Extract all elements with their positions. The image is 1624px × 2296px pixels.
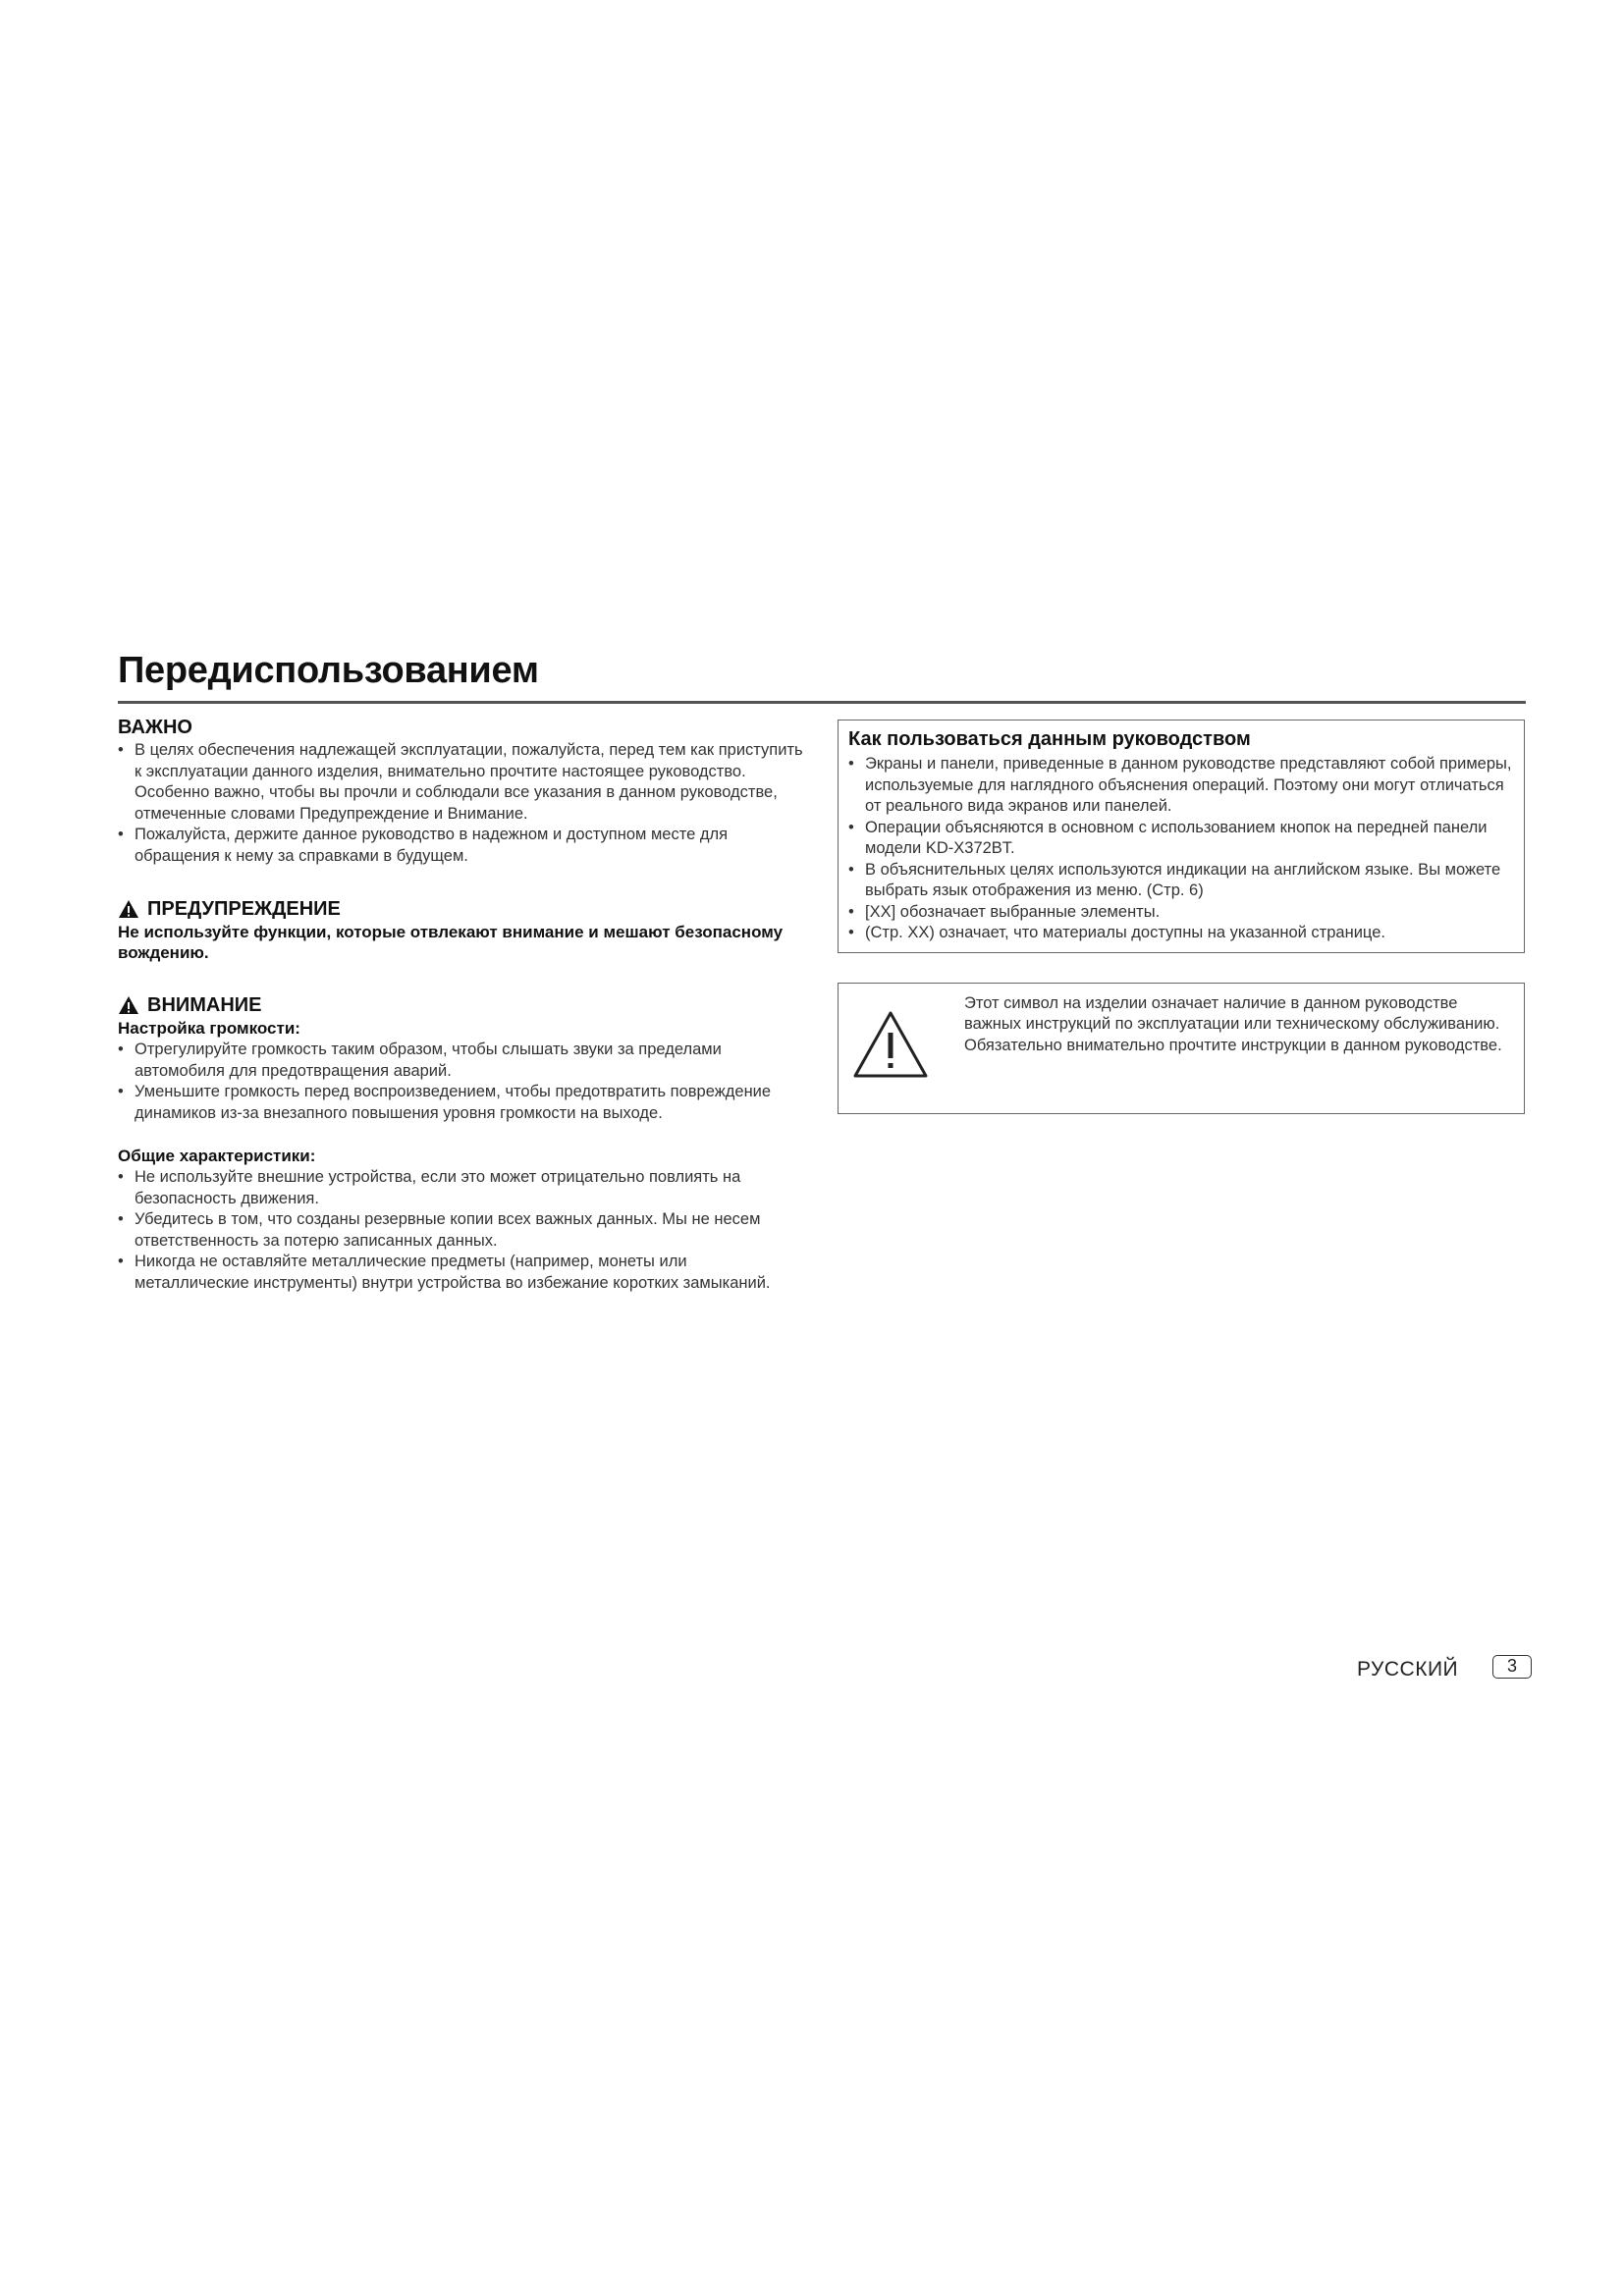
right-column <box>838 720 1525 1114</box>
important-heading: ВАЖНО <box>118 717 192 738</box>
important-section <box>118 715 805 867</box>
list-item: • Никогда не оставляйте металлические предметы (например, монеты или металлические инструменты) внутри устройства во избежание коротких замыканий. <box>118 1252 805 1294</box>
symbol-note-line2: Обязательно внимательно прочтите инструкции в данном руководстве. <box>964 1036 1502 1054</box>
list-item: • Не используйте внешние устройства, если это может отрицательно повлиять на безопасность движения. <box>118 1167 805 1209</box>
howto-box <box>838 720 1525 953</box>
list-item: • Уменьшите громкость перед воспроизведением, чтобы предотвратить повреждение динамиков из-за внезапного повышения уровня громкости на выходе. <box>118 1082 805 1124</box>
warning-triangle-icon <box>118 995 139 1015</box>
warning-triangle-icon <box>118 899 139 919</box>
general-list <box>118 1167 805 1294</box>
volume-subheading: Настройка громкости: <box>118 1019 300 1038</box>
howto-title: Как пользоваться данным руководством <box>848 728 1251 750</box>
list-item: • Экраны и панели, приведенные в данном руководстве представляют собой примеры, используемые для наглядного объяснения операций. Поэтому они могут отличаться от реального вида экранов или панелей. <box>848 754 1514 818</box>
footer-language: РУССКИЙ <box>1357 1658 1459 1681</box>
howto-list <box>848 754 1514 944</box>
warning-triangle-icon <box>852 1009 929 1080</box>
volume-list <box>118 1040 805 1124</box>
important-list <box>118 740 805 867</box>
symbol-note-text <box>964 993 1514 1057</box>
page-number: 3 <box>1492 1655 1532 1679</box>
list-item: • Пожалуйста, держите данное руководство в надежном и доступном месте для обращения к нему за справками в будущем. <box>118 825 805 867</box>
list-item: • (Стр. XX) означает, что материалы доступны на указанной странице. <box>848 923 1514 944</box>
symbol-note-line1: Этот символ на изделии означает наличие в данном руководстве важных инструкций по эксплуатации или техническому обслуживанию. <box>964 993 1500 1033</box>
list-item: • Убедитесь в том, что созданы резервные копии всех важных данных. Мы не несем ответственность за потерю записанных данных. <box>118 1209 805 1252</box>
caution-section <box>118 992 805 1294</box>
list-item: • Операции объясняются в основном с использованием кнопок на передней панели модели KD-X372BT. <box>848 818 1514 860</box>
warning-heading-text: ПРЕДУПРЕЖДЕНИЕ <box>147 898 341 920</box>
symbol-note-box <box>838 983 1525 1114</box>
caution-heading-text: ВНИМАНИЕ <box>147 994 262 1016</box>
warning-section <box>118 896 805 963</box>
list-item: • В целях обеспечения надлежащей эксплуатации, пожалуйста, перед тем как приступить к эксплуатации данного изделия, внимательно прочтите настоящее руководство. Особенно важно, чтобы вы прочли и соблюдали все указания в данном руководстве, отмеченные словами Предупреждение и Внимание. <box>118 740 805 825</box>
list-item: • Отрегулируйте громкость таким образом, чтобы слышать звуки за пределами автомобиля для предотвращения аварий. <box>118 1040 805 1082</box>
caution-heading <box>118 992 805 1018</box>
warning-heading <box>118 896 805 922</box>
list-item: • [XX] обозначает выбранные элементы. <box>848 902 1514 924</box>
list-item: • В объяснительных целях используются индикации на английском языке. Вы можете выбрать язык отображения из меню. (Стр. 6) <box>848 860 1514 902</box>
warning-text: Не используйте функции, которые отвлекают внимание и мешают безопасному вождению. <box>118 923 784 962</box>
title-divider <box>118 701 1526 704</box>
left-column <box>118 715 805 1294</box>
general-subheading: Общие характеристики: <box>118 1147 316 1165</box>
page-title: Передиспользованием <box>118 650 539 691</box>
